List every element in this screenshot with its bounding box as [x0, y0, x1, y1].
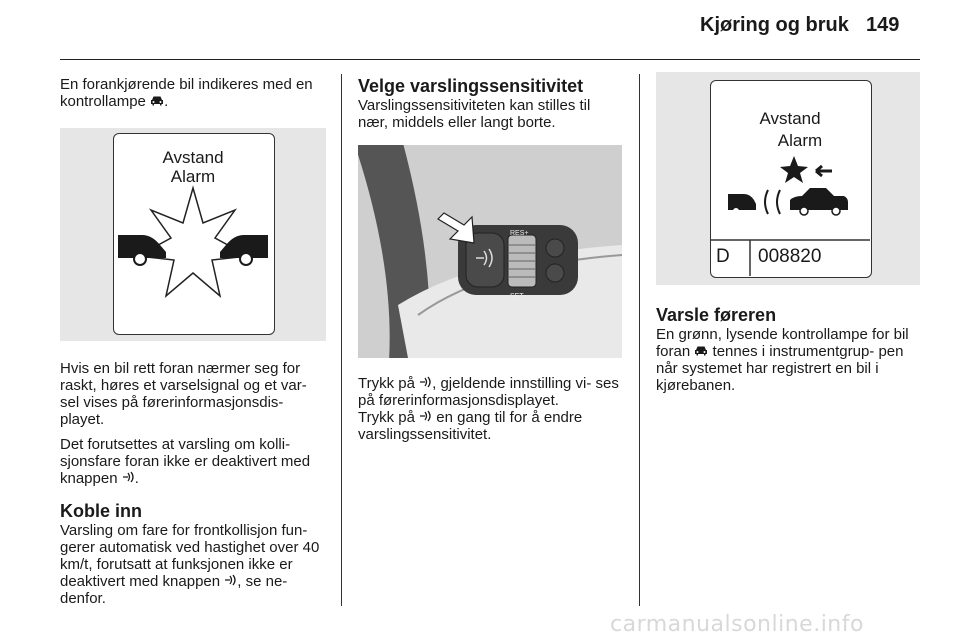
page-number: 149	[866, 14, 900, 36]
gear-indicator: D	[716, 246, 730, 267]
paragraph-requirement: Det forutsettes at varsling om kolli- sjonsfare foran ikke er deaktivert med knappen .	[60, 436, 311, 487]
header-rule	[60, 59, 920, 60]
steering-wheel-figure	[358, 145, 622, 358]
header-title: Kjøring og bruk	[700, 14, 849, 36]
paragraph-indicator: En forankjørende bil indikeres med en kontrollampe .	[60, 76, 313, 110]
heading-varsle: Varsle føreren	[656, 305, 777, 325]
heading-velge: Velge varslingssensitivitet	[358, 76, 584, 96]
collision-warning-button-icon	[419, 375, 432, 392]
paragraph-press-again: Trykk på en gang til for å endre varslingssensitivitet.	[358, 409, 583, 443]
paragraph-warning: Hvis en bil rett foran nærmer seg for raskt, høres et varselsignal og et var- sel vises på førerinformasjonsdis- playet.	[60, 360, 307, 428]
own-car-icon	[728, 194, 756, 210]
cruise-control-button[interactable]	[546, 239, 564, 257]
collision-warning-button-icon	[224, 573, 237, 590]
res-label: RES+	[510, 230, 529, 237]
arrow-left-icon	[816, 166, 832, 176]
front-car-icon	[790, 188, 848, 210]
car-front-icon	[150, 93, 164, 110]
paragraph-driver-alert: En grønn, lysende kontrollampe for bil foran tennes i instrumentgrup- pen når systemet har registrert en bil i kjørebanen.	[656, 326, 909, 394]
collision-alarm-figure	[60, 128, 326, 341]
paragraph-sensitivity: Varslingssensitiviteten kan stilles til nær, middels eller langt borte.	[358, 97, 591, 131]
car-front-icon	[694, 343, 708, 360]
distance-wave-icon	[765, 190, 780, 214]
heading-koble-inn: Koble inn	[60, 501, 142, 521]
column-middle	[358, 76, 622, 443]
display-title: Avstand Alarm	[162, 148, 224, 186]
paragraph-activation: Varsling om fare for frontkollisjon fun- gerer automatisk ved hastighet over 40 km/t, forutsatt at funksjonen ikke er deaktivert med knappen , se ne- denfor.	[60, 522, 320, 607]
odometer: 008820	[758, 246, 822, 267]
pointer-arrow-icon	[438, 213, 474, 243]
column-divider-1	[341, 74, 342, 606]
collision-illustration	[60, 128, 326, 341]
collision-warning-button-icon	[419, 409, 432, 426]
column-divider-2	[639, 74, 640, 606]
star-icon	[780, 156, 808, 183]
speed-limiter-button[interactable]	[546, 264, 564, 282]
watermark: carmanualsonline.info	[610, 612, 864, 637]
sensitivity-display-figure	[656, 72, 920, 285]
column-left	[60, 76, 326, 607]
column-right	[656, 76, 920, 394]
set-label: SET-	[510, 293, 526, 300]
paragraph-press-once: Trykk på , gjeldende innstilling vi- ses på førerinformasjonsdisplayet.	[358, 375, 619, 409]
display-title: Avstand Alarm	[759, 109, 823, 150]
collision-warning-button-icon	[122, 470, 135, 487]
